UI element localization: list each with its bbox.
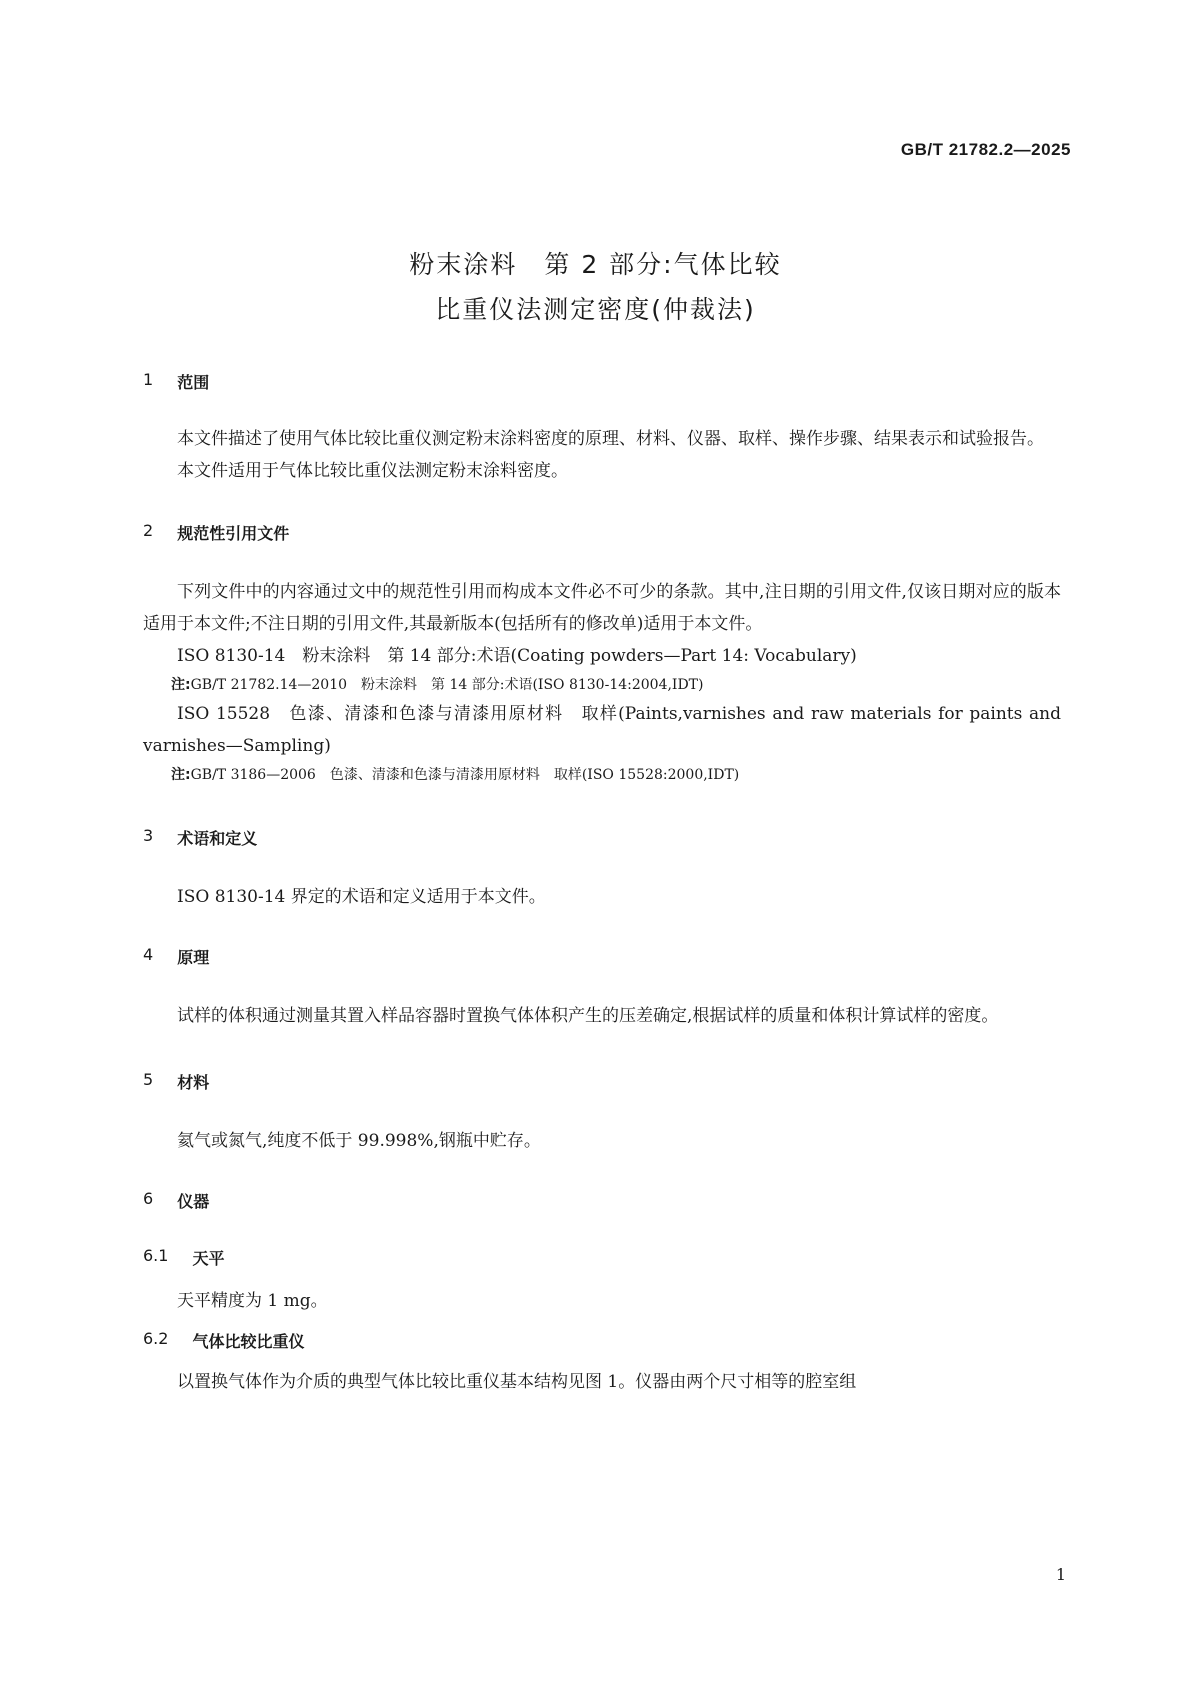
note-2: 注:GB/T 3186—2006 色漆、清漆和色漆与清漆用原材料 取样(ISO 15528:2000,IDT): [171, 767, 740, 783]
section-3-heading: 3 术语和定义: [143, 826, 258, 848]
section-2-heading: 2 规范性引用文件: [143, 521, 290, 543]
note-1: 注:GB/T 21782.14—2010 粉末涂料 第 14 部分:术语(ISO 8130-14:2004,IDT): [171, 677, 704, 693]
section-1-para-1: 本文件描述了使用气体比较比重仪测定粉末涂料密度的原理、材料、仪器、取样、操作步骤、结果表示和试验报告。: [177, 429, 1044, 449]
title-line-1: 粉末涂料 第 2 部分:气体比较: [409, 250, 782, 279]
section-4-para-1: 试样的体积通过测量其置入样品容器时置换气体体积产生的压差确定,根据试样的质量和体积计算试样的密度。: [177, 1006, 999, 1026]
reference-iso-15528: ISO 15528 色漆、清漆和色漆与清漆用原材料 取样(Paints,varnishes and raw materials for paints and varnishes—Sampling): [143, 704, 1061, 756]
document-body: [143, 370, 1061, 1398]
section-6-2-heading: 6.2 气体比较比重仪: [143, 1329, 305, 1351]
section-3-para-1: ISO 8130-14 界定的术语和定义适用于本文件。: [177, 887, 546, 907]
section-6-heading: 6 仪器: [143, 1189, 210, 1211]
section-4-heading: 4 原理: [143, 945, 210, 967]
standard-code: GB/T 21782.2—2025: [900, 140, 1071, 159]
section-6-1-para: 天平精度为 1 mg。: [177, 1291, 328, 1311]
title-line-2: 比重仪法测定密度(仲裁法): [435, 295, 756, 324]
section-2-para-1: 下列文件中的内容通过文中的规范性引用而构成本文件必不可少的条款。其中,注日期的引用文件,仅该日期对应的版本适用于本文件;不注日期的引用文件,其最新版本(包括所有的修改单)适用于本文件。: [143, 582, 1061, 634]
section-5-para-1: 氦气或氮气,纯度不低于 99.998%,钢瓶中贮存。: [177, 1131, 541, 1151]
section-6-2-para: 以置换气体作为介质的典型气体比较比重仪基本结构见图 1。仪器由两个尺寸相等的腔室组: [177, 1372, 857, 1392]
section-6-1-heading: 6.1 天平: [143, 1246, 225, 1268]
section-1-para-2: 本文件适用于气体比较比重仪法测定粉末涂料密度。: [177, 461, 568, 481]
reference-iso-8130-14: ISO 8130-14 粉末涂料 第 14 部分:术语(Coating powders—Part 14: Vocabulary): [177, 646, 857, 666]
page-number: 1: [1055, 1565, 1066, 1584]
section-5-heading: 5 材料: [143, 1070, 210, 1092]
document-title: [0, 242, 1191, 332]
section-1-heading: 1 范围: [143, 370, 210, 392]
